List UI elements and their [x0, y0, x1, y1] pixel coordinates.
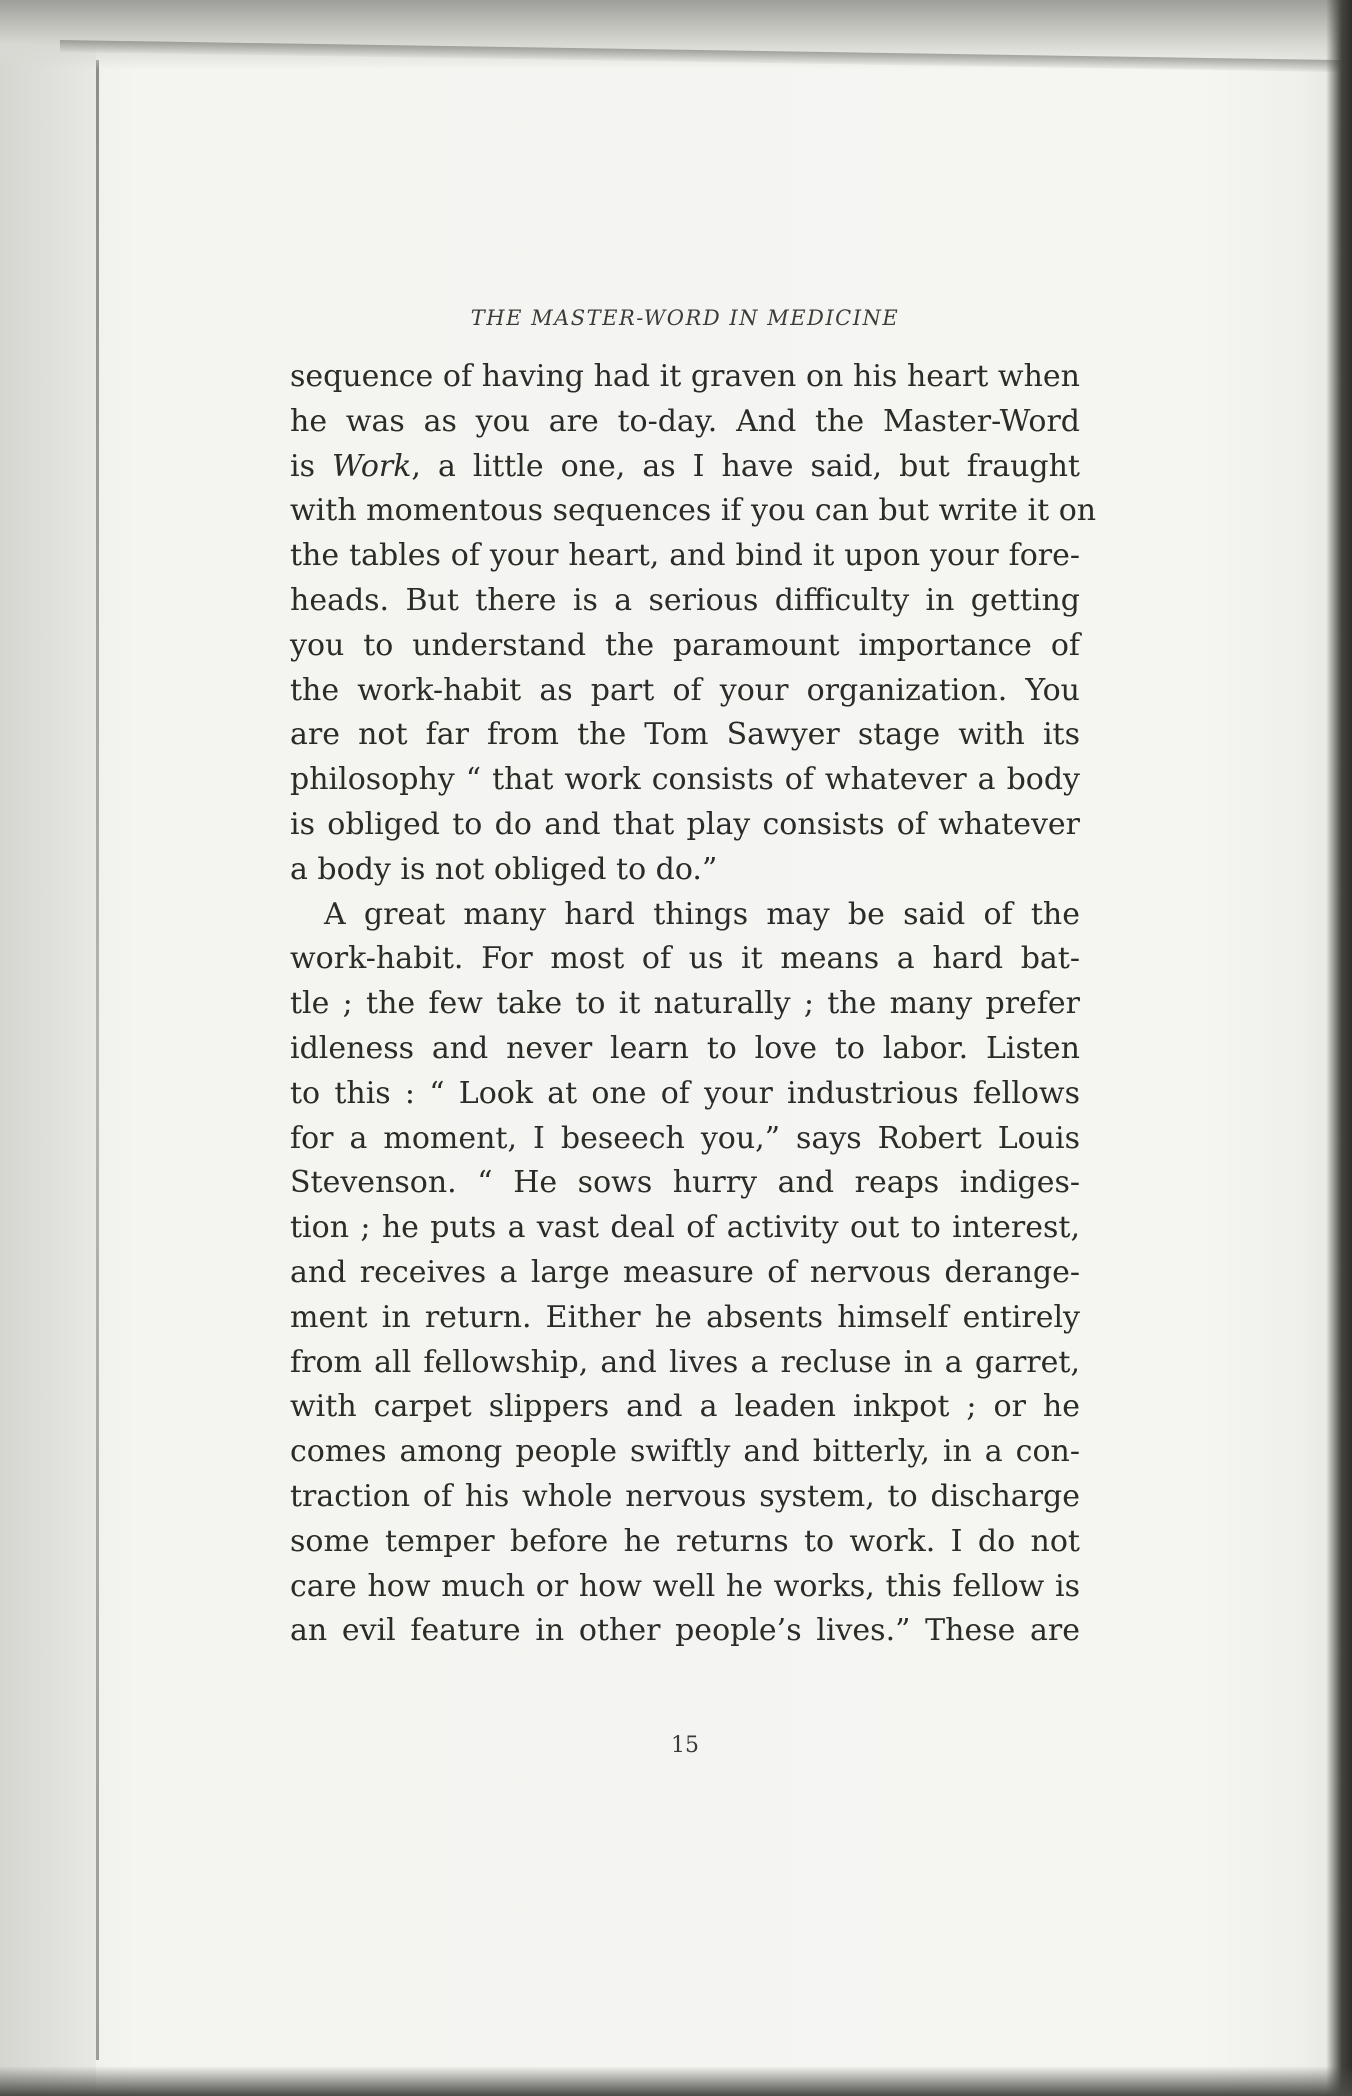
text-line: with carpet slippers and a leaden inkpot ; or he	[290, 1389, 1080, 1425]
text-line: an evil feature in other people’s lives.” These are	[290, 1613, 1080, 1649]
text-line: sequence of having had it graven on his heart when	[290, 359, 1080, 394]
text-line: idleness and never learn to love to labor. Listen	[290, 1030, 1080, 1066]
text-line: are not far from the Tom Sawyer stage with its	[290, 717, 1080, 753]
text-line: work-habit. For most of us it means a hard bat-	[290, 941, 1080, 977]
text-line: traction of his whole nervous system, to discharge	[290, 1478, 1080, 1514]
text-line: Stevenson. “ He sows hurry and reaps indiges-	[290, 1165, 1080, 1201]
text-line: heads. But there is a serious difficulty in getting	[290, 582, 1080, 618]
text-line: tion ; he puts a vast deal of activity out to interest,	[290, 1210, 1080, 1246]
text-line: tle ; the few take to it naturally ; the many prefer	[290, 986, 1080, 1022]
facing-page-edge	[0, 0, 96, 2096]
emphasis-work: Work	[332, 448, 412, 484]
text-line: from all fellowship, and lives a recluse in a garret,	[290, 1344, 1080, 1380]
text-line: to this : “ Look at one of your industrious fellows	[290, 1075, 1080, 1111]
text-line: care how much or how well he works, this fellow is	[290, 1568, 1080, 1604]
bottom-page-edge	[0, 2066, 1352, 2096]
text-line: he was as you are to-day. And the Master-Word	[290, 403, 1080, 439]
right-page-edge	[1326, 0, 1352, 2096]
text-line: philosophy “ that work consists of whatever a body	[290, 762, 1080, 798]
text-line: is obliged to do and that play consists of whatever	[290, 806, 1080, 842]
text-line: for a moment, I beseech you,” says Robert Louis	[290, 1120, 1080, 1156]
text-line: the work-habit as part of your organization. You	[290, 672, 1080, 708]
binding-gutter	[96, 60, 99, 2060]
text-line: A great many hard things may be said of the	[324, 896, 1080, 932]
body-text	[290, 355, 1097, 1654]
text-line: some temper before he returns to work. I do not	[290, 1523, 1080, 1559]
paragraph-2	[290, 893, 1080, 1655]
text-line: and receives a large measure of nervous derange-	[290, 1254, 1080, 1290]
text-line: you to understand the paramount importance of	[290, 627, 1080, 663]
paragraph-1	[290, 355, 1097, 893]
text-line: a body is not obliged to do.”	[290, 851, 718, 887]
page-number: 15	[671, 1733, 699, 1758]
text-line: ment in return. Either he absents himself entirely	[290, 1299, 1080, 1335]
text-line: is Work, a little one, as I have said, but fraught	[290, 448, 1080, 484]
text-line: comes among people swiftly and bitterly, in a con-	[290, 1434, 1080, 1470]
text-line: with momentous sequences if you can but write it on	[290, 493, 1097, 529]
text-line: the tables of your heart, and bind it upon your fore-	[290, 538, 1080, 574]
running-head: THE MASTER-WORD IN MEDICINE	[470, 306, 900, 330]
